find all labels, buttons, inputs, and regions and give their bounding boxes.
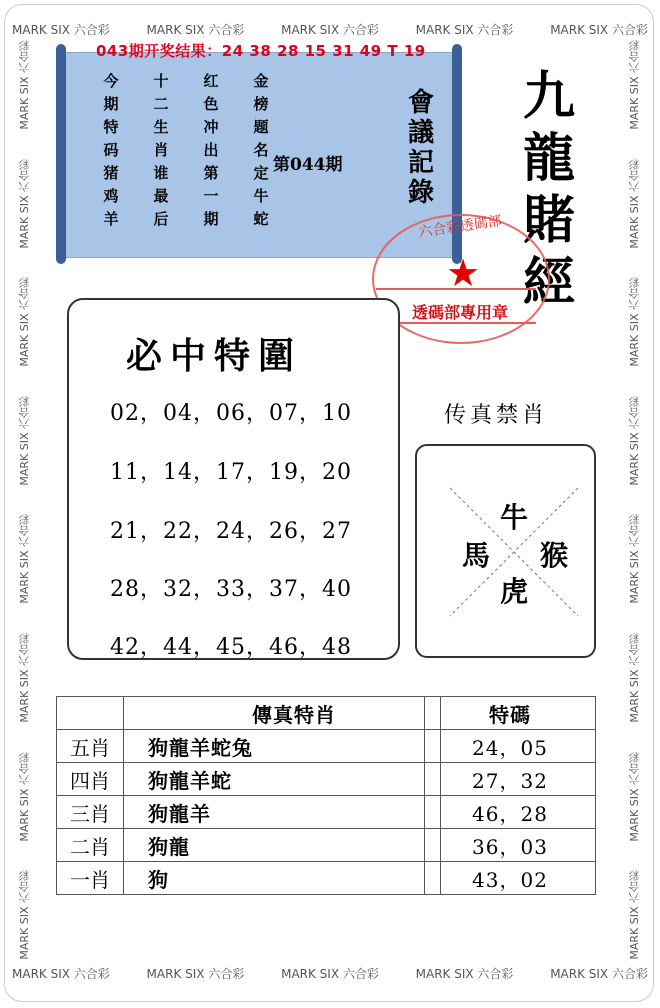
number-row: 21，22，24，26，27 (110, 519, 352, 544)
fax-zodiac-table (56, 696, 441, 895)
zodiac-right: 猴 (540, 539, 569, 572)
watermark-text: MARK SIX 六合彩 (628, 40, 641, 130)
poem-char: 牛 (253, 187, 269, 205)
table-row (425, 862, 596, 895)
meeting-char: 記 (407, 148, 434, 178)
poem-char: 题 (253, 118, 269, 136)
table-row (57, 829, 441, 862)
row-value: 狗龍羊蛇兔 (124, 730, 441, 763)
poem-char: 十 (153, 72, 169, 90)
poem-char: 鸡 (103, 187, 119, 205)
draw-result: 043期开奖结果：24 38 28 15 31 49 T 19 (96, 42, 426, 60)
poem-char: 金 (253, 72, 269, 90)
poem-char: 定 (253, 164, 269, 182)
watermark-text: MARK SIX 六合彩 (628, 870, 641, 960)
poem-char: 肖 (153, 141, 169, 159)
poem-char: 码 (103, 141, 119, 159)
watermark-text: MARK SIX 六合彩 (628, 158, 641, 249)
poem-char: 榜 (253, 95, 269, 113)
special-numbers-title: 必中特圍 (126, 335, 303, 377)
title-char: 龍 (522, 128, 575, 189)
row-label: 五肖 (57, 730, 124, 763)
poem-char: 后 (153, 210, 169, 228)
watermark-text: MARK SIX 六合彩 (550, 966, 648, 981)
poem-char: 最 (153, 187, 169, 205)
poem-char: 谁 (153, 164, 169, 182)
watermark-text: MARK SIX 六合彩 (146, 966, 245, 981)
watermark-text: MARK SIX 六合彩 (18, 158, 31, 249)
watermark-text: MARK SIX 六合彩 (18, 633, 31, 723)
row-numbers: 36，03 (425, 829, 596, 862)
watermark-text: MARK SIX 六合彩 (628, 514, 641, 605)
row-value: 狗 (124, 862, 441, 895)
poem-column (86, 70, 136, 231)
watermark-right (624, 40, 646, 960)
poem-char: 期 (103, 95, 119, 113)
table-row (57, 730, 441, 763)
watermark-text: MARK SIX 六合彩 (415, 22, 514, 37)
table-cell (57, 697, 124, 730)
watermark-text: MARK SIX 六合彩 (18, 514, 31, 605)
title-char: 賭 (522, 190, 575, 251)
issue-number: 第044期 (273, 155, 343, 175)
watermark-text: MARK SIX 六合彩 (281, 966, 379, 981)
table-row (57, 697, 441, 730)
table-row (425, 829, 596, 862)
number-row: 02，04，06，07，10 (110, 401, 352, 426)
row-value: 狗龍 (124, 829, 441, 862)
meeting-char: 錄 (407, 178, 434, 208)
seal-arc-text: 六合彩透碼部 (417, 213, 503, 241)
row-label: 二肖 (57, 829, 124, 862)
poem-char: 二 (153, 95, 169, 113)
number-row: 42，44，45，46，48 (110, 635, 352, 660)
special-code-table (424, 696, 596, 895)
table-header: 傳真特肖 (124, 697, 441, 730)
watermark-text: MARK SIX 六合彩 (628, 633, 641, 723)
poem-char: 出 (203, 141, 219, 159)
watermark-text: MARK SIX 六合彩 (18, 870, 31, 960)
row-numbers: 43，02 (425, 862, 596, 895)
number-row: 28，32，33，37，40 (110, 577, 352, 602)
watermark-text: MARK SIX 六合彩 (18, 40, 31, 130)
poem (86, 70, 286, 231)
watermark-bottom (12, 962, 648, 984)
table-row (425, 730, 596, 763)
zodiac-top: 牛 (500, 501, 529, 534)
row-value: 狗龍羊蛇 (124, 763, 441, 796)
poem-char: 今 (103, 72, 119, 90)
table-row (425, 763, 596, 796)
watermark-text: MARK SIX 六合彩 (18, 277, 31, 367)
poem-char: 期 (203, 210, 219, 228)
watermark-text: MARK SIX 六合彩 (12, 966, 110, 981)
scroll-rod-left (56, 44, 66, 264)
fax-forbidden-title: 传真禁肖 (444, 403, 549, 428)
meeting-char: 議 (407, 118, 434, 148)
poem-char: 羊 (103, 210, 119, 228)
watermark-text: MARK SIX 六合彩 (415, 966, 514, 981)
meeting-char: 會 (407, 88, 434, 118)
poem-char: 猪 (103, 164, 119, 182)
watermark-text: MARK SIX 六合彩 (281, 22, 379, 37)
poem-char: 第 (203, 164, 219, 182)
watermark-text: MARK SIX 六合彩 (12, 22, 110, 37)
watermark-text: MARK SIX 六合彩 (146, 22, 245, 37)
watermark-text: MARK SIX 六合彩 (550, 22, 648, 37)
poem-char: 名 (253, 141, 269, 159)
meeting-title (406, 88, 436, 208)
row-numbers: 27，32 (425, 763, 596, 796)
poem-char: 冲 (203, 118, 219, 136)
star-icon: ★ (446, 251, 481, 295)
row-label: 四肖 (57, 763, 124, 796)
row-label: 三肖 (57, 796, 124, 829)
watermark-text: MARK SIX 六合彩 (628, 277, 641, 367)
poem-char: 红 (203, 72, 219, 90)
poem-column (136, 70, 186, 231)
watermark-top (12, 18, 648, 40)
watermark-text: MARK SIX 六合彩 (628, 751, 641, 842)
poem-char: 一 (203, 187, 219, 205)
title-char: 九 (522, 66, 575, 127)
table-row (57, 796, 441, 829)
row-numbers: 24，05 (425, 730, 596, 763)
row-label: 一肖 (57, 862, 124, 895)
row-value: 狗龍羊 (124, 796, 441, 829)
watermark-text: MARK SIX 六合彩 (18, 395, 31, 486)
table-row (425, 697, 596, 730)
watermark-text: MARK SIX 六合彩 (18, 751, 31, 842)
poem-char: 生 (153, 118, 169, 136)
zodiac-left: 馬 (462, 539, 491, 572)
table-row (425, 796, 596, 829)
row-numbers: 46，28 (425, 796, 596, 829)
seal-band-text: 透碼部專用章 (412, 303, 509, 322)
table-row (57, 862, 441, 895)
table-header: 特碼 (425, 697, 596, 730)
poem-char: 蛇 (253, 210, 269, 228)
poem-char: 色 (203, 95, 219, 113)
poem-column (186, 70, 236, 231)
watermark-left (14, 40, 36, 960)
table-row (57, 763, 441, 796)
poem-char: 特 (103, 118, 119, 136)
number-row: 11，14，17，19，20 (110, 460, 352, 485)
zodiac-bottom: 虎 (500, 575, 529, 608)
title-char: 經 (522, 252, 575, 313)
watermark-text: MARK SIX 六合彩 (628, 395, 641, 486)
